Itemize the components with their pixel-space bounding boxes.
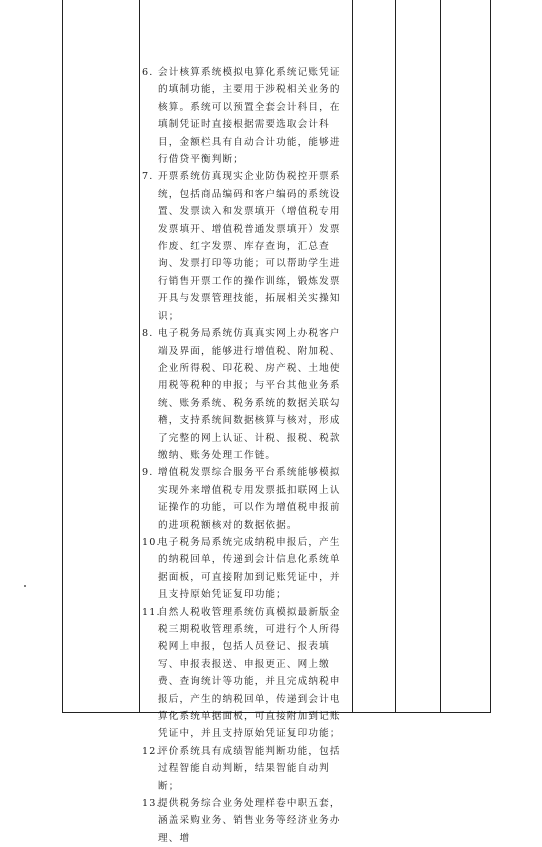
list-item [142, 604, 348, 743]
item-number: 8. [142, 328, 154, 340]
item-number: 12. [142, 745, 161, 757]
item-text: 自然人税收管理系统仿真模拟最新版金税三期税收管理系统，可进行个人所得税网上申报，包括人员登记、报表填写、申报表报送、申报更正、网上缴费、查询统计等功能，并且完成纳税申报后，产生的纳税回单，传递到会计电算化系统单据面板，可直接附加到记账凭证中，并且支持原始凭证复印功能； [158, 606, 341, 740]
item-text: 评价系统具有成绩智能判断功能，包括过程智能自动判断，结果智能自动判断； [158, 745, 341, 792]
table-column-divider [395, 0, 396, 712]
item-number: 6. [142, 67, 154, 78]
item-text: 电子税务局系统完成纳税申报后，产生的纳税回单，传递到会计信息化系统单据面板，可直接附加到记账凭证中，并且支持原始凭证复印功能； [158, 536, 341, 601]
item-number: 7. [142, 171, 154, 183]
list-item [142, 64, 348, 168]
table-border-right [490, 0, 491, 712]
list-item [142, 743, 348, 795]
table-column-divider [352, 0, 353, 712]
list-item [142, 168, 348, 325]
list-item [142, 325, 348, 464]
item-number: 9. [142, 467, 154, 479]
list-item [142, 464, 348, 534]
item-text: 提供税务综合业务处理样卷中职五套，涵盖采购业务、销售业务等经济业务办理、增 [158, 798, 341, 844]
item-number: 10. [142, 536, 161, 548]
item-number: 11. [142, 606, 161, 618]
item-text: 电子税务局系统仿真真实网上办税客户端及界面，能够进行增值税、附加税、企业所得税、印花税、房产税、土地使用税等税种的申报；与平台其他业务系统、账务系统、税务系统的数据关联勾稽，支持系统间数据核算与核对，形成了完整的网上认证、计税、报税、税款缴纳、账务处理工作链。 [158, 328, 341, 461]
item-text: 增值税发票综合服务平台系统能够模拟实现外来增值税专用发票抵扣联网上认证操作的功能，可以作为增值税申报前的进项税额核对的数据依据。 [158, 467, 341, 531]
list-item [142, 534, 348, 604]
spec-requirements-cell [142, 64, 348, 847]
item-number: 13. [142, 798, 161, 810]
item-text: 会计核算系统模拟电算化系统记账凭证的填制功能，主要用于涉税相关业务的核算。系统可以预置全套会计科目，在填制凭证时直接根据需要选取会计科目，金额栏具有自动合计功能，能够进行借贷平衡判断； [158, 67, 341, 166]
table-column-divider [440, 0, 441, 712]
item-text: 开票系统仿真现实企业防伪税控开票系统，包括商品编码和客户编码的系统设置、发票读入和发票填开（增值税专用发票填开、增值税普通发票填开）发票作废、红字发票、库存查询，汇总查询、发票打印等功能；可以帮助学生进行销售开票工作的操作训练，锻炼发票开具与发票管理技能，拓展相关实操知识； [158, 171, 341, 322]
scan-speck [24, 585, 26, 587]
table-border-left [62, 0, 63, 712]
table-column-divider [139, 0, 140, 712]
list-item [142, 795, 348, 847]
